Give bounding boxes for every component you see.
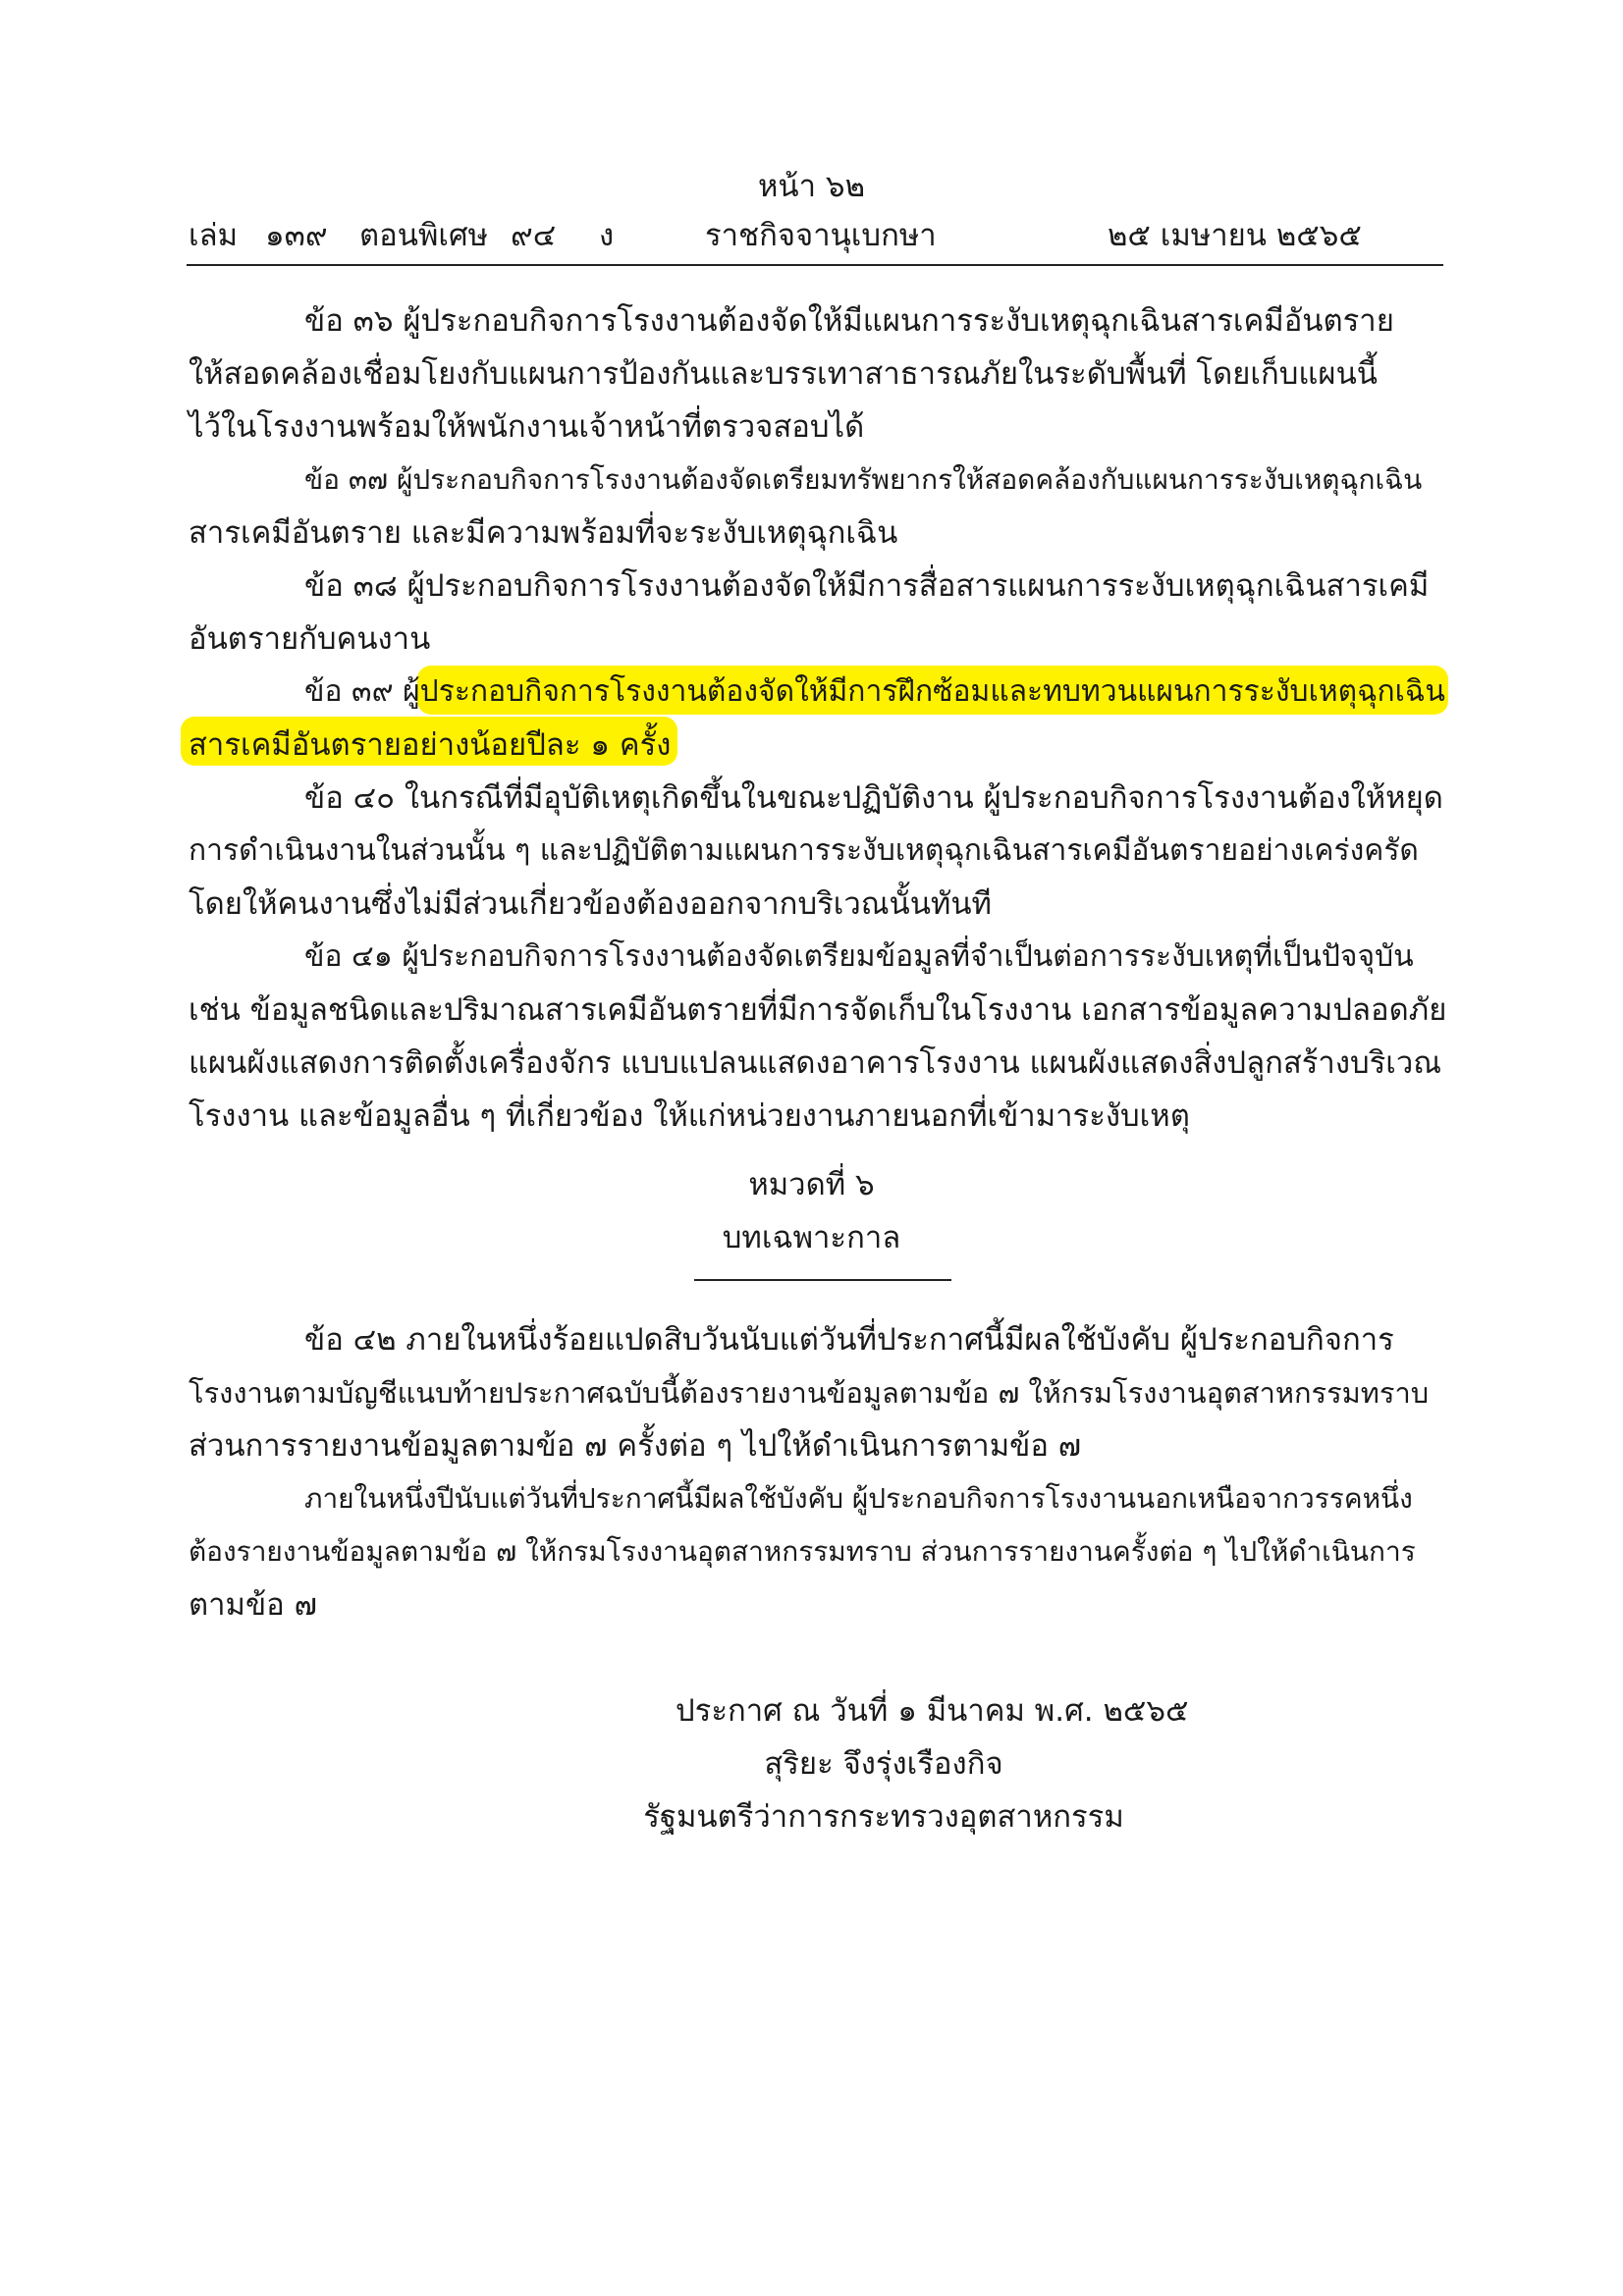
clause-37-line-1: ข้อ ๓๗ ผู้ประกอบกิจการโรงงานต้องจัดเตรียมทรัพยากรให้สอดคล้องกับแผนการระงับเหตุฉุกเฉิน — [304, 463, 1423, 496]
clause-40-line-2: การดำเนินงานในส่วนนั้น ๆ และปฏิบัติตามแผนการระงับเหตุฉุกเฉินสารเคมีอันตรายอย่างเคร่งครัด — [189, 833, 1419, 868]
paragraph-2-line-2: ต้องรายงานข้อมูลตามข้อ ๗ ให้กรมโรงงานอุตสาหกรรมทราบ ส่วนการรายงานครั้งต่อ ๆ ไปให้ดำเนินการ — [189, 1535, 1416, 1568]
clause-37-line-2: สารเคมีอันตราย และมีความพร้อมที่จะระงับเหตุฉุกเฉิน — [189, 515, 898, 551]
clause-39-line-2: สารเคมีอันตรายอย่างน้อยปีละ ๑ ครั้ง — [189, 727, 672, 763]
issue-date: ๒๕ เมษายน ๒๕๖๕ — [1108, 218, 1362, 253]
section-number: ๙๔ — [511, 218, 557, 253]
clause-41-line-2: เช่น ข้อมูลชนิดและปริมาณสารเคมีอันตรายที่มีการจัดเก็บในโรงงาน เอกสารข้อมูลความปลอดภัย — [189, 992, 1447, 1028]
clause-41-line-3: แผนผังแสดงการติดตั้งเครื่องจักร แบบแปลนแสดงอาคารโรงงาน แผนผังแสดงสิ่งปลูกสร้างบริเวณ — [189, 1045, 1442, 1081]
clause-41-line-4: โรงงาน และข้อมูลอื่น ๆ ที่เกี่ยวข้อง ให้แก่หน่วยงานภายนอกที่เข้ามาระงับเหตุ — [189, 1098, 1190, 1134]
chapter-title: บทเฉพาะกาล — [722, 1220, 901, 1255]
announcement-date: ประกาศ ณ วันที่ ๑ มีนาคม พ.ศ. ๒๕๖๕ — [676, 1693, 1189, 1729]
volume-number: ๑๓๙ — [265, 218, 328, 253]
section-letter: ง — [599, 218, 615, 253]
page-number: หน้า ๖๒ — [758, 169, 865, 204]
clause-40-line-3: โดยให้คนงานซึ่งไม่มีส่วนเกี่ยวข้องต้องออกจากบริเวณนั้นทันที — [189, 886, 992, 922]
clause-36-line-3: ไว้ในโรงงานพร้อมให้พนักงานเจ้าหน้าที่ตรวจสอบได้ — [189, 409, 865, 445]
signatory-name: สุริยะ จึงรุ่งเรืองกิจ — [764, 1746, 1003, 1782]
paragraph-2-line-3: ตามข้อ ๗ — [189, 1587, 317, 1623]
clause-42-line-1: ข้อ ๔๒ ภายในหนึ่งร้อยแปดสิบวันนับแต่วันที่ประกาศนี้มีผลใช้บังคับ ผู้ประกอบกิจการ — [304, 1322, 1394, 1358]
clause-38-line-2: อันตรายกับคนงาน — [189, 621, 431, 657]
chapter-rule — [694, 1279, 951, 1281]
clause-39-line-1: ข้อ ๓๙ ผู้ประกอบกิจการโรงงานต้องจัดให้มีการฝึกซ้อมและทบทวนแผนการระงับเหตุฉุกเฉิน — [304, 674, 1445, 709]
clause-36-line-2: ให้สอดคล้องเชื่อมโยงกับแผนการป้องกันและบรรเทาสาธารณภัยในระดับพื้นที่ โดยเก็บแผนนี้ — [189, 356, 1378, 392]
header-rule — [187, 264, 1443, 266]
clause-40-line-1: ข้อ ๔๐ ในกรณีที่มีอุบัติเหตุเกิดขึ้นในขณะปฏิบัติงาน ผู้ประกอบกิจการโรงงานต้องให้หยุด — [304, 780, 1443, 816]
clause-41-line-1: ข้อ ๔๑ ผู้ประกอบกิจการโรงงานต้องจัดเตรียมข้อมูลที่จำเป็นต่อการระงับเหตุที่เป็นปัจจุบัน — [304, 939, 1414, 974]
clause-38-line-1: ข้อ ๓๘ ผู้ประกอบกิจการโรงงานต้องจัดให้มีการสื่อสารแผนการระงับเหตุฉุกเฉินสารเคมี — [304, 568, 1430, 604]
gazette-title: ราชกิจจานุเบกษา — [705, 218, 937, 253]
chapter-number: หมวดที่ ๖ — [748, 1167, 875, 1202]
clause-36-line-1: ข้อ ๓๖ ผู้ประกอบกิจการโรงงานต้องจัดให้มีแผนการระงับเหตุฉุกเฉินสารเคมีอันตราย — [304, 303, 1394, 339]
volume-label: เล่ม — [189, 218, 239, 253]
signatory-position: รัฐมนตรีว่าการกระทรวงอุตสาหกรรม — [643, 1799, 1124, 1835]
clause-42-line-3: ส่วนการรายงานข้อมูลตามข้อ ๗ ครั้งต่อ ๆ ไปให้ดำเนินการตามข้อ ๗ — [189, 1428, 1082, 1464]
clause-42-line-2: โรงงานตามบัญชีแนบท้ายประกาศฉบับนี้ต้องรายงานข้อมูลตามข้อ ๗ ให้กรมโรงงานอุตสาหกรรมทราบ — [189, 1376, 1430, 1410]
paragraph-2-line-1: ภายในหนึ่งปีนับแต่วันที่ประกาศนี้มีผลใช้บังคับ ผู้ประกอบกิจการโรงงานนอกเหนือจากวรรคหนึ่ง — [304, 1482, 1413, 1515]
section-label: ตอนพิเศษ — [359, 218, 489, 253]
